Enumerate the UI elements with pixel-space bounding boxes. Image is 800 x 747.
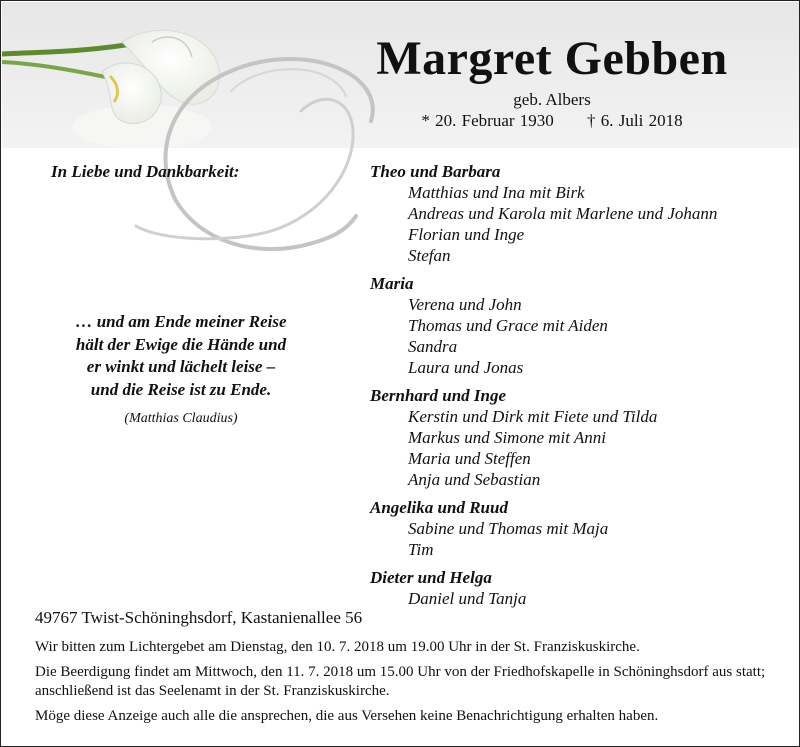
notification-note: Möge diese Anzeige auch alle die ansprechen, die aus Versehen keine Benachrichtigung erhalten haben. (35, 708, 659, 724)
family-member: Sandra (408, 337, 458, 356)
family-member: Kerstin und Dirk mit Fiete und Tilda (408, 407, 658, 426)
death-date: † 6. Juli 2018 (587, 111, 683, 130)
family-member: Stefan (408, 246, 451, 265)
family-group (370, 273, 790, 378)
family-group-head: Theo und Barbara (370, 162, 501, 181)
family-group-head: Maria (370, 274, 414, 293)
family-member: Florian und Inge (408, 225, 525, 244)
poem-author: (Matthias Claudius) (124, 411, 238, 426)
family-group-head: Angelika und Ruud (370, 498, 508, 517)
family-group (370, 567, 790, 609)
poem (41, 311, 321, 401)
family-member: Tim (408, 540, 434, 559)
family-member: Verena und John (408, 295, 522, 314)
intro-text: In Liebe und Dankbarkeit: (51, 162, 240, 181)
family-group (370, 161, 790, 266)
family-group (370, 385, 790, 490)
poem-line: … und am Ende meiner Reise (75, 312, 287, 331)
family-member: Markus und Simone mit Anni (408, 428, 607, 447)
poem-line: und die Reise ist zu Ende. (90, 379, 272, 399)
funeral-note: Die Beerdigung findet am Mittwoch, den 11. 7. 2018 um 15.00 Uhr von der Friedhofskapelle in Schöninghsdorf aus statt; anschließend ist das Seelenamt in der St. Franziskuskirche. (35, 664, 766, 699)
calla-lily-flower-image (2, 2, 262, 148)
footer-notes (35, 638, 775, 732)
family-member: Anja und Sebastian (408, 470, 541, 489)
family-member: Matthias und Ina mit Birk (408, 183, 585, 202)
address: 49767 Twist-Schöninghsdorf, Kastanienallee 56 (35, 608, 363, 627)
family-group (370, 497, 790, 560)
family-member: Thomas und Grace mit Aiden (408, 316, 608, 335)
family-list (370, 161, 790, 609)
family-member: Maria und Steffen (408, 449, 531, 468)
life-dates (302, 111, 800, 131)
family-member: Laura und Jonas (408, 358, 524, 377)
family-member: Daniel und Tanja (408, 589, 527, 608)
prayer-note: Wir bitten zum Lichtergebet am Dienstag, den 10. 7. 2018 um 19.00 Uhr in der St. Franziskuskirche. (35, 639, 640, 655)
poem-line: er winkt und lächelt leise – (86, 357, 276, 376)
poem-line: hält der Ewige die Hände und (75, 334, 287, 354)
deceased-name: Margret Gebben (376, 32, 728, 85)
family-member: Sabine und Thomas mit Maja (408, 519, 609, 538)
family-member: Andreas und Karola mit Marlene und Johann (408, 204, 718, 223)
family-group-head: Bernhard und Inge (370, 386, 507, 405)
birth-date: * 20. Februar 1930 (421, 111, 554, 130)
header-banner (2, 2, 800, 148)
maiden-name: geb. Albers (513, 90, 591, 109)
family-group-head: Dieter und Helga (370, 568, 492, 587)
